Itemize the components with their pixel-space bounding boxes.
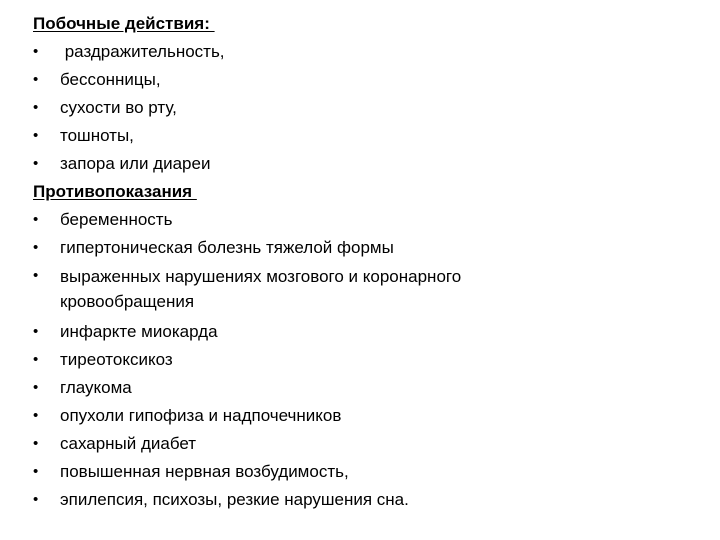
list-item	[33, 38, 720, 66]
list-item	[33, 150, 720, 178]
list-item	[33, 94, 720, 122]
list-item	[33, 66, 720, 94]
contraindications-list	[33, 206, 720, 514]
list-item-text: беременность	[60, 210, 173, 229]
list-item-text: выраженных нарушениях мозгового и коронарного кровообращения	[60, 267, 462, 311]
bullet-icon: •	[33, 407, 39, 424]
list-item	[33, 346, 720, 374]
list-item	[33, 262, 720, 318]
bullet-icon: •	[33, 99, 39, 116]
list-item-text: тиреотоксикоз	[60, 350, 173, 369]
list-item-text: тошноты,	[60, 126, 134, 145]
list-item	[33, 206, 720, 234]
bullet-icon: •	[33, 323, 39, 340]
list-item	[33, 318, 720, 346]
list-item	[33, 458, 720, 486]
bullet-icon: •	[33, 239, 39, 256]
contraindications-heading-text: Противопоказания	[33, 182, 197, 201]
list-item	[33, 430, 720, 458]
list-item-text: сухости во рту,	[60, 98, 177, 117]
list-item-text: раздражительность,	[60, 42, 225, 61]
bullet-icon: •	[33, 351, 39, 368]
list-item	[33, 234, 720, 262]
bullet-icon: •	[33, 435, 39, 452]
list-item-text: гипертоническая болезнь тяжелой формы	[60, 238, 394, 257]
list-item-text: запора или диареи	[60, 154, 211, 173]
list-item	[33, 122, 720, 150]
list-item-text: глаукома	[60, 378, 132, 397]
bullet-icon: •	[33, 379, 39, 396]
bullet-icon: •	[33, 463, 39, 480]
bullet-icon: •	[33, 155, 39, 172]
list-item	[33, 402, 720, 430]
list-item	[33, 374, 720, 402]
side-effects-heading	[33, 10, 720, 38]
list-item-text: бессонницы,	[60, 70, 161, 89]
list-item-text: опухоли гипофиза и надпочечников	[60, 406, 342, 425]
bullet-icon: •	[33, 267, 39, 284]
bullet-icon: •	[33, 491, 39, 508]
bullet-icon: •	[33, 71, 39, 88]
list-item-text: инфаркте миокарда	[60, 322, 218, 341]
bullet-icon: •	[33, 43, 39, 60]
bullet-icon: •	[33, 211, 39, 228]
contraindications-heading	[33, 178, 720, 206]
list-item-text: повышенная нервная возбудимость,	[60, 462, 349, 481]
side-effects-heading-text: Побочные действия:	[33, 14, 215, 33]
list-item-text: эпилепсия, психозы, резкие нарушения сна.	[60, 490, 409, 509]
list-item-text: сахарный диабет	[60, 434, 197, 453]
bullet-icon: •	[33, 127, 39, 144]
list-item	[33, 486, 720, 514]
side-effects-list	[33, 38, 720, 178]
